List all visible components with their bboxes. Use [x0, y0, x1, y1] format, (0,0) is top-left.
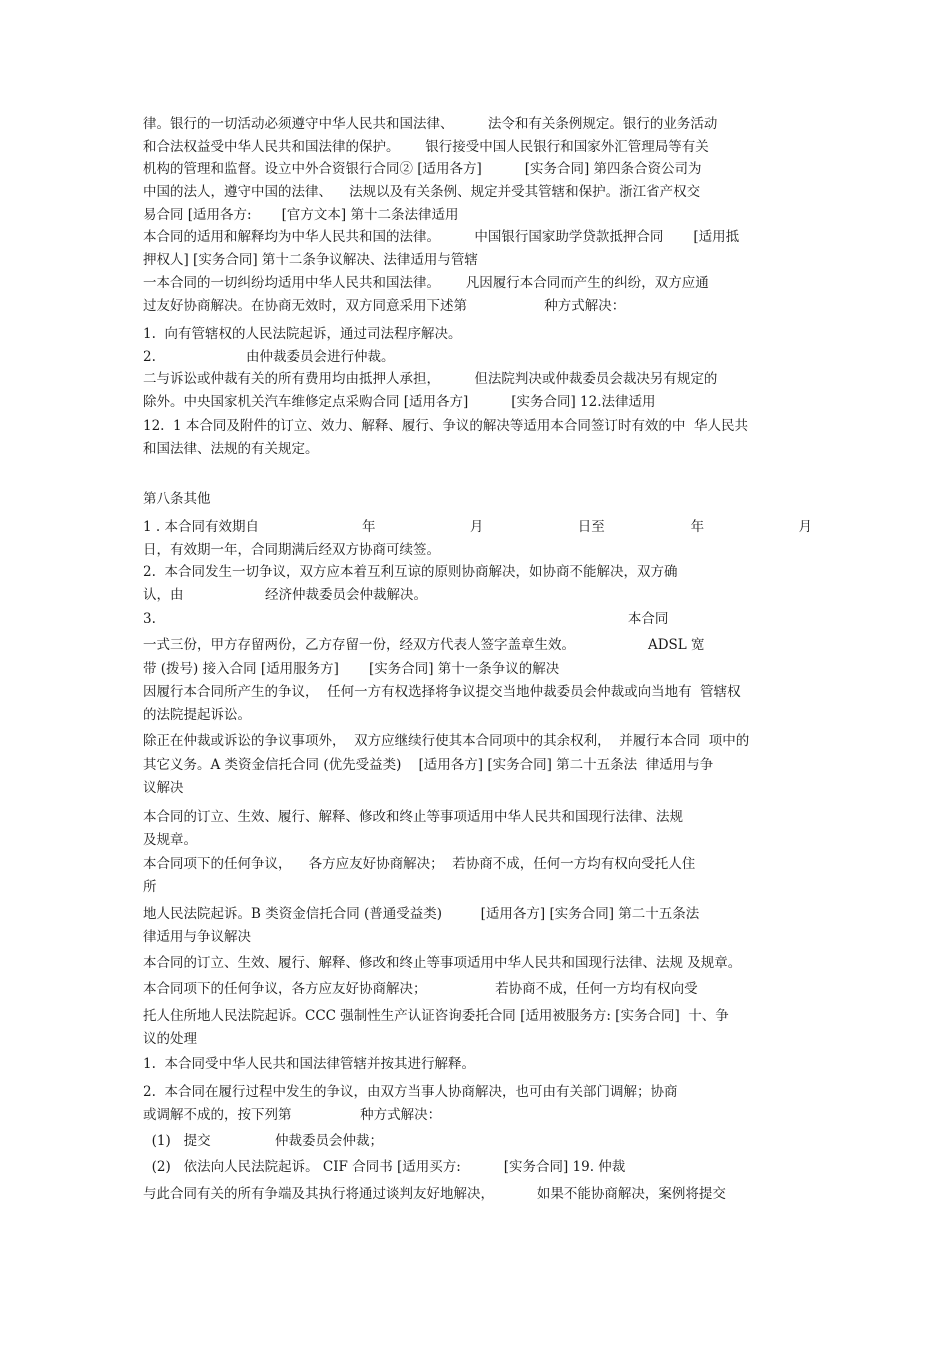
text-line: 过友好协商解决。在协商无效时，双方同意采用下述第 种方式解决： [143, 298, 626, 314]
text-line: 与此合同有关的所有争端及其执行将通过谈判友好地解决， 如果不能协商解决，案例将提交 [143, 1186, 726, 1202]
text-line: 律。银行的一切活动必须遵守中华人民共和国法律、 法令和有关条例规定。银行的业务活动 [143, 116, 718, 132]
text-line: 因履行本合同所产生的争议， 任何一方有权选择将争议提交当地仲裁委员会仲裁或向当地有 管辖权 [143, 684, 741, 700]
text-line: (2) 依法向人民法院起诉。 CIF 合同书 [适用买方: [实务合同] 19. 仲裁 [143, 1159, 626, 1175]
text-line: 易合同 [适用各方: [官方文本] 第十二条法律适用 [143, 207, 459, 223]
text-line: 机构的管理和监督。设立中外合资银行合同② [适用各方] [实务合同] 第四条合资公司为 [143, 161, 702, 177]
text-line: 中国的法人，遵守中国的法律、 法规以及有关条例、规定并受其管辖和保护。浙江省产权交 [143, 184, 701, 200]
text-line: (1) 提交 仲裁委员会仲裁； [143, 1133, 383, 1149]
text-line: 地人民法院起诉。B 类资金信托合同 (普通受益类) [适用各方] [实务合同] 第二十五条法 [143, 906, 700, 922]
text-line: 本合同的订立、生效、履行、解释、修改和终止等事项适用中华人民共和国现行法律、法规 [143, 809, 683, 825]
text-line: 3. 本合同 [143, 611, 669, 627]
text-line: 带 (拨号) 接入合同 [适用服务方] [实务合同] 第十一条争议的解决 [143, 661, 560, 677]
text-line: 议解决 [143, 780, 184, 796]
text-line: 第八条其他 [143, 491, 211, 507]
text-line: 律适用与争议解决 [143, 929, 251, 945]
text-line: 二与诉讼或仲裁有关的所有费用均由抵押人承担， 但法院判决或仲裁委员会裁决另有规定的 [143, 371, 718, 387]
text-line: 12. 1 本合同及附件的订立、效力、解释、履行、争议的解决等适用本合同签订时有效的中 华人民共 [143, 418, 749, 434]
text-line: 一本合同的一切纠纷均适用中华人民共和国法律。 凡因履行本合同而产生的纠纷，双方应通 [143, 275, 709, 291]
text-line: 和合法权益受中华人民共和国法律的保护。 银行接受中国人民银行和国家外汇管理局等有关 [143, 139, 709, 155]
text-line: 除外。中央国家机关汽车维修定点采购合同 [适用各方] [实务合同] 12.法律适用 [143, 394, 656, 410]
text-line: 2. 本合同发生一切争议，双方应本着互利互谅的原则协商解决，如协商不能解决，双方确 [143, 564, 678, 580]
text-line: 议的处理 [143, 1031, 197, 1047]
text-line: 本合同的订立、生效、履行、解释、修改和终止等事项适用中华人民共和国现行法律、法规 及规章。 [143, 955, 742, 971]
text-line: 1 . 本合同有效期自 年 月 日至 年 月 [143, 519, 813, 535]
text-line: 1. 本合同受中华人民共和国法律管辖并按其进行解释。 [143, 1056, 475, 1072]
text-line: 除正在仲裁或诉讼的争议事项外， 双方应继续行使其本合同项中的其余权利， 并履行本合同 项中的 [143, 733, 750, 749]
text-line: 本合同项下的任何争议， 各方应友好协商解决； 若协商不成，任何一方均有权向受托人住 [143, 856, 696, 872]
text-line: 和国法律、法规的有关规定。 [143, 441, 319, 457]
text-line: 托人住所地人民法院起诉。CCC 强制性生产认证咨询委托合同 [适用被服务方: [实务合同] 十、争 [143, 1008, 729, 1024]
text-line: 1. 向有管辖权的人民法院起诉，通过司法程序解决。 [143, 326, 462, 342]
text-line: 所 [143, 879, 157, 895]
text-line: 及规章。 [143, 832, 197, 848]
text-line: 押权人] [实务合同] 第十二条争议解决、法律适用与管辖 [143, 252, 478, 268]
text-line: 本合同的适用和解释均为中华人民共和国的法律。 中国银行国家助学贷款抵押合同 [适用抵 [143, 229, 740, 245]
text-line: 一式三份，甲方存留两份，乙方存留一份，经双方代表人签字盖章生效。 ADSL 宽 [143, 637, 705, 653]
text-line: 其它义务。A 类资金信托合同 (优先受益类) [适用各方] [实务合同] 第二十五条法 律适用与争 [143, 757, 714, 773]
text-line: 本合同项下的任何争议，各方应友好协商解决； 若协商不成，任何一方均有权向受 [143, 981, 698, 997]
text-line: 日，有效期一年，合同期满后经双方协商可续签。 [143, 542, 440, 558]
text-line: 2. 本合同在履行过程中发生的争议，由双方当事人协商解决，也可由有关部门调解；协商 [143, 1084, 678, 1100]
text-line: 认，由 经济仲裁委员会仲裁解决。 [143, 587, 428, 603]
text-line: 或调解不成的，按下列第 种方式解决： [143, 1107, 442, 1123]
text-line: 的法院提起诉讼。 [143, 707, 251, 723]
text-line: 2. 由仲裁委员会进行仲裁。 [143, 349, 395, 365]
